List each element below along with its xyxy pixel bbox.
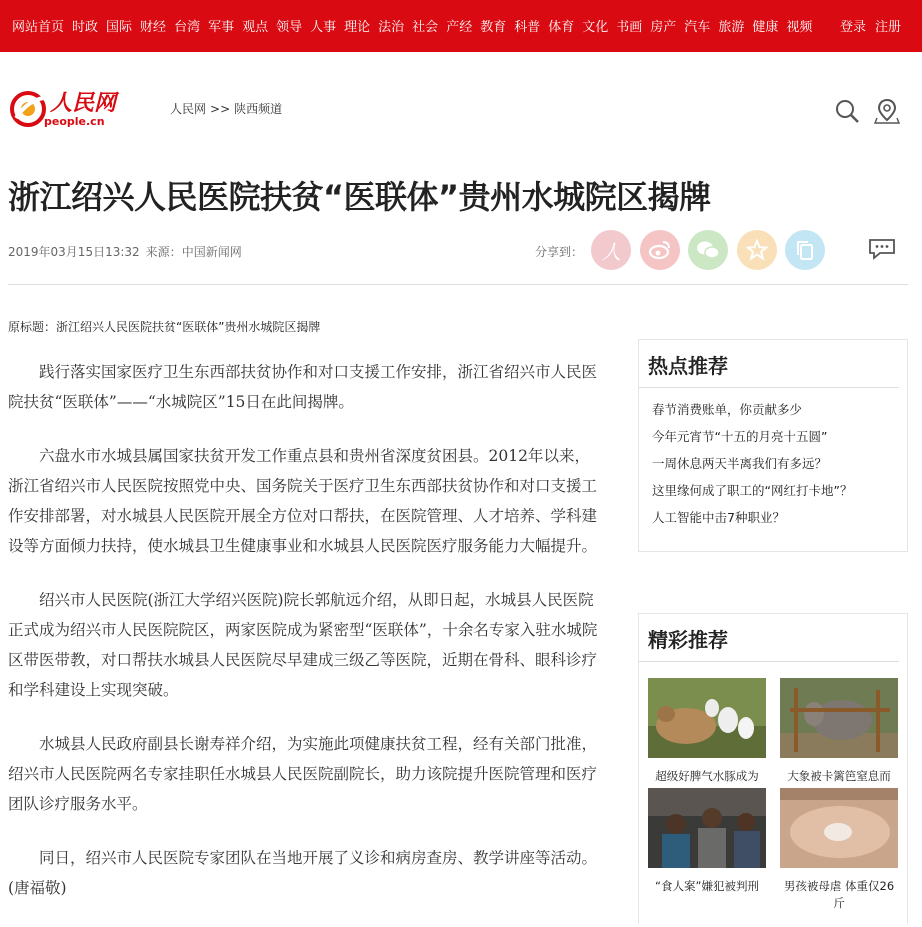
nav-link[interactable]: 科普 — [514, 20, 541, 35]
article-paragraph: 绍兴市人民医院(浙江大学绍兴医院)院长郭航远介绍，从即日起，水城县人民医院正式成为绍兴市人民医院院区，两家医院成为紧密型“医联体”，十余名专家入驻水城院区带医带教，对口帮扶水城县人民医院尽早建成三级乙等医院，近期在骨科、眼科诊疗和学科建设上实现突破。 — [8, 591, 598, 699]
top-nav-bar — [0, 0, 922, 52]
nav-link[interactable]: 房产 — [650, 20, 677, 35]
weibo-icon — [648, 239, 672, 261]
search-icon[interactable] — [834, 98, 860, 124]
nav-link[interactable]: 观点 — [242, 20, 269, 35]
auth-links — [831, 16, 901, 35]
featured-item[interactable] — [648, 788, 766, 895]
original-title: 原标题：浙江绍兴人民医院扶贫“医联体”贵州水城院区揭牌 — [8, 320, 321, 334]
login-link[interactable]: 登录 — [839, 20, 866, 35]
nav-link[interactable]: 军事 — [208, 20, 235, 35]
hot-list — [639, 388, 907, 531]
article-source[interactable]: 中国新闻网 — [181, 245, 242, 259]
featured-caption[interactable]: 男孩被母虐 体重仅26斤 — [783, 879, 895, 910]
featured-image — [780, 788, 898, 868]
nav-link[interactable]: 文化 — [582, 20, 609, 35]
breadcrumb — [170, 100, 286, 117]
featured-image — [648, 678, 766, 758]
star-icon — [746, 239, 768, 261]
share-wechat-button[interactable] — [688, 230, 728, 270]
nav-link[interactable]: 教育 — [480, 20, 507, 35]
breadcrumb-channel[interactable]: 陕西频道 — [234, 102, 283, 116]
logo-name: 人民网 — [50, 90, 117, 116]
share-label: 分享到： — [535, 245, 584, 259]
breadcrumb-home[interactable]: 人民网 — [170, 102, 207, 116]
share-copy-button[interactable] — [785, 230, 825, 270]
hot-list-item[interactable]: 一周休息两天半离我们有多远？ — [652, 456, 828, 471]
article-meta — [8, 243, 248, 260]
nav-link[interactable]: 法治 — [378, 20, 405, 35]
nav-link[interactable]: 财经 — [140, 20, 167, 35]
featured-item[interactable] — [780, 678, 898, 785]
hot-list-item[interactable]: 春节消费账单，你贡献多少 — [652, 402, 803, 417]
featured-item[interactable] — [780, 788, 898, 912]
location-icon[interactable] — [874, 98, 900, 124]
article-paragraph: 同日，绍兴市人民医院专家团队在当地开展了义诊和病房查房、教学讲座等活动。(唐福敬) — [8, 849, 598, 897]
article-paragraph: 六盘水市水城县属国家扶贫开发工作重点县和贵州省深度贫困县。2012年以来，浙江省绍兴市人民医院按照党中央、国务院关于医疗卫生东西部扶贫协作和对口支援工作安排部署，对水城县人民医院开展全方位对口帮扶，在医院管理、人才培养、学科建设等方面倾力扶持，使水城县卫生健康事业和水城县人民医院医疗服务能力大幅提升。 — [8, 447, 598, 555]
share-people-button[interactable] — [591, 230, 631, 270]
comment-icon[interactable] — [868, 238, 896, 260]
nav-link[interactable]: 理论 — [344, 20, 371, 35]
featured-recommend-title: 精彩推荐 — [639, 614, 899, 662]
article-paragraph: 践行落实国家医疗卫生东西部扶贫协作和对口支援工作安排，浙江省绍兴市人民医院扶贫“医联体”——“水城院区”15日在此间揭牌。 — [8, 363, 598, 411]
nav-link[interactable]: 时政 — [72, 20, 99, 35]
featured-item[interactable] — [648, 678, 766, 785]
header-divider — [8, 284, 908, 285]
hot-recommend-title: 热点推荐 — [639, 340, 899, 388]
hot-recommend-box — [638, 339, 908, 552]
featured-image — [780, 678, 898, 758]
nav-link[interactable]: 书画 — [616, 20, 643, 35]
nav-link[interactable]: 网站首页 — [12, 20, 65, 35]
hot-list-item[interactable]: 人工智能中击7种职业？ — [652, 510, 785, 525]
top-nav-links — [12, 16, 820, 35]
nav-link[interactable]: 人事 — [310, 20, 337, 35]
share-favorite-button[interactable] — [737, 230, 777, 270]
register-link[interactable]: 注册 — [874, 20, 901, 35]
site-logo[interactable] — [10, 90, 120, 130]
share-weibo-button[interactable] — [640, 230, 680, 270]
nav-link[interactable]: 国际 — [106, 20, 133, 35]
logo-domain: people.cn — [44, 115, 105, 128]
nav-link[interactable]: 领导 — [276, 20, 303, 35]
featured-caption[interactable]: “食人案”嫌犯被判刑 — [655, 879, 759, 893]
nav-link[interactable]: 汽车 — [684, 20, 711, 35]
featured-caption[interactable]: 超级好脾气水豚成为 — [655, 769, 759, 783]
nav-link[interactable]: 社会 — [412, 20, 439, 35]
breadcrumb-separator: >> — [210, 102, 231, 116]
people-glyph-icon: 人 — [601, 239, 621, 264]
article-datetime: 2019年03月15日13:32 — [8, 245, 140, 259]
article-paragraph: 水城县人民政府副县长谢寿祥介绍，为实施此项健康扶贫工程，经有关部门批准，绍兴市人民医院两名专家挂职任水城县人民医院副院长，助力该院提升医院管理和医疗团队诊疗服务水平。 — [8, 735, 598, 813]
source-label: 来源： — [145, 245, 182, 259]
copy-icon — [794, 239, 816, 261]
nav-link[interactable]: 健康 — [752, 20, 779, 35]
featured-image — [648, 788, 766, 868]
article-body — [8, 357, 604, 927]
hot-list-item[interactable]: 这里缘何成了职工的“网红打卡地”？ — [652, 483, 853, 498]
nav-link[interactable]: 产经 — [446, 20, 473, 35]
nav-link[interactable]: 旅游 — [718, 20, 745, 35]
featured-caption[interactable]: 大象被卡篱笆窒息而 — [787, 769, 891, 783]
nav-link[interactable]: 台湾 — [174, 20, 201, 35]
article-title: 浙江绍兴人民医院扶贫“医联体”贵州水城院区揭牌 — [8, 178, 711, 216]
wechat-icon — [695, 239, 721, 261]
hot-list-item[interactable]: 今年元宵节“十五的月亮十五圆” — [652, 429, 828, 444]
nav-link[interactable]: 体育 — [548, 20, 575, 35]
nav-link[interactable]: 视频 — [786, 20, 813, 35]
